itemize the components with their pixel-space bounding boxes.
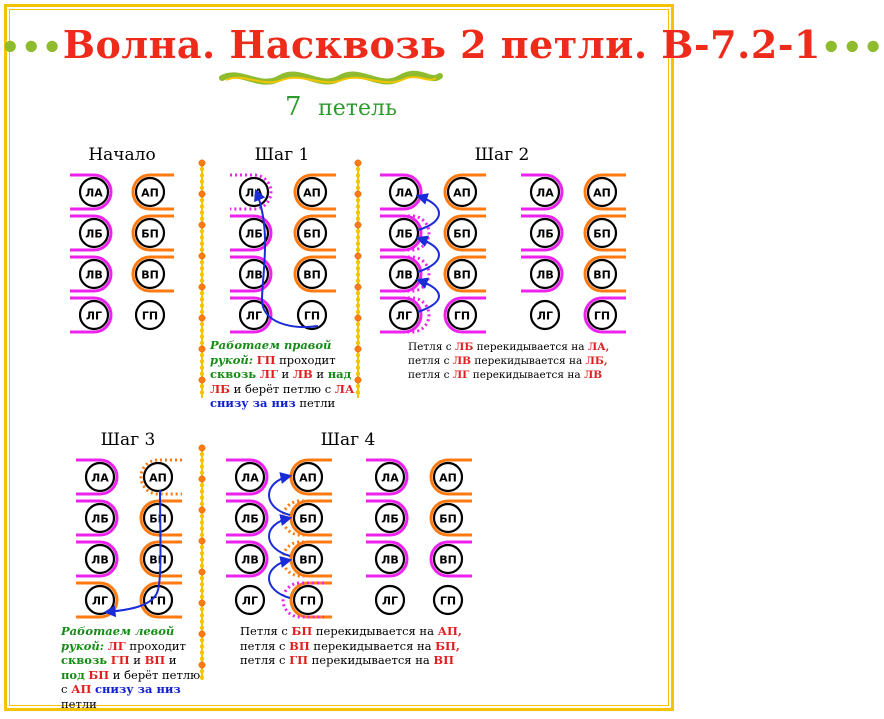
- peg-label: ЛВ: [395, 268, 413, 282]
- bead: [199, 569, 205, 575]
- peg-start-ap: [136, 178, 164, 206]
- bead: [355, 284, 361, 290]
- peg-step4b-la: [376, 463, 404, 491]
- step4-description: [240, 624, 490, 668]
- peg-label: БП: [439, 512, 457, 526]
- peg-step4b-lb: [376, 504, 404, 532]
- peg-start-lg: [80, 301, 108, 329]
- bead: [200, 229, 204, 233]
- bead: [200, 291, 204, 295]
- peg-label: ВП: [149, 553, 167, 567]
- bead: [355, 191, 361, 197]
- bead: [356, 173, 360, 177]
- peg-step4a-la: [236, 463, 264, 491]
- peg-label: АП: [141, 186, 159, 200]
- peg-label: ГП: [439, 594, 457, 608]
- bead: [199, 315, 205, 321]
- bead: [355, 222, 361, 228]
- bead: [355, 160, 361, 166]
- peg-step2a-vp: [448, 260, 476, 288]
- step2-line1: Петля с ЛБ перекидывается на ЛА,: [408, 341, 610, 353]
- peg-label: ВП: [303, 268, 321, 282]
- bead: [356, 179, 360, 183]
- bead: [199, 445, 205, 451]
- peg-label: БП: [149, 512, 167, 526]
- bead: [200, 297, 204, 301]
- peg-step2b-bp: [588, 219, 616, 247]
- bead: [355, 315, 361, 321]
- peg-start-gp: [136, 301, 164, 329]
- peg-step3-bp: [144, 504, 172, 532]
- bead: [200, 384, 204, 388]
- bead: [200, 198, 204, 202]
- step2-arrow-lg-lv: [418, 280, 439, 312]
- peg-label: АП: [453, 186, 471, 200]
- step2-line3: петля с ЛГ перекидывается на ЛВ: [408, 369, 603, 381]
- bead: [200, 328, 204, 332]
- peg-step2a-ap: [448, 178, 476, 206]
- peg-step2b-lg: [531, 301, 559, 329]
- peg-label: АП: [593, 186, 611, 200]
- peg-label: ГП: [453, 309, 471, 323]
- peg-label: ЛА: [395, 186, 413, 200]
- peg-step2a-gp: [448, 301, 476, 329]
- bead: [356, 291, 360, 295]
- bead: [200, 173, 204, 177]
- peg-label: ВП: [299, 553, 317, 567]
- peg-label: ЛА: [85, 186, 103, 200]
- bead: [199, 346, 205, 352]
- peg-step2a-bp: [448, 219, 476, 247]
- step4-arrow-gp-vp: [269, 560, 290, 598]
- bead: [200, 341, 204, 345]
- bead: [200, 502, 204, 506]
- peg-label: ГП: [141, 309, 159, 323]
- loop-count-word: петель: [318, 96, 397, 121]
- peg-label: ЛГ: [91, 594, 109, 608]
- bead: [200, 303, 204, 307]
- bead: [200, 322, 204, 326]
- bead: [356, 241, 360, 245]
- bead: [200, 390, 204, 394]
- peg-label: АП: [303, 186, 321, 200]
- bead: [200, 557, 204, 561]
- peg-label: ЛВ: [381, 553, 399, 567]
- title-dots-left: •••: [0, 28, 63, 66]
- peg-label: ВП: [141, 268, 159, 282]
- peg-step2a-lv: [390, 260, 418, 288]
- bead: [200, 167, 204, 171]
- peg-label: ЛГ: [536, 309, 554, 323]
- bead: [356, 260, 360, 264]
- bead: [200, 520, 204, 524]
- peg-label: ЛБ: [536, 227, 554, 241]
- loop-count-number: 7: [285, 92, 302, 122]
- peg-step4b-lg: [376, 586, 404, 614]
- peg-step3-la: [86, 463, 114, 491]
- peg-step1-la: [240, 178, 268, 206]
- bead: [356, 217, 360, 221]
- bead: [356, 204, 360, 208]
- step2-arrow-lv-lb: [418, 238, 439, 272]
- bead: [200, 607, 204, 611]
- peg-label: ЛБ: [395, 227, 413, 241]
- bead: [200, 483, 204, 487]
- step4-line2: петля с ВП перекидывается на БП,: [240, 638, 460, 653]
- bead: [356, 297, 360, 301]
- bead: [356, 248, 360, 252]
- peg-label: ЛВ: [245, 268, 263, 282]
- bead: [356, 210, 360, 214]
- peg-label: ЛГ: [381, 594, 399, 608]
- bead: [356, 229, 360, 233]
- peg-step2b-la: [531, 178, 559, 206]
- peg-step2a-lb: [390, 219, 418, 247]
- peg-label: ЛА: [536, 186, 554, 200]
- bead: [199, 253, 205, 259]
- peg-label: ГП: [593, 309, 611, 323]
- bead: [200, 588, 204, 592]
- peg-label: БП: [303, 227, 321, 241]
- peg-label: ЛБ: [85, 227, 103, 241]
- bead: [200, 353, 204, 357]
- peg-start-lb: [80, 219, 108, 247]
- peg-label: ВП: [439, 553, 457, 567]
- peg-step4b-vp: [434, 545, 462, 573]
- label-step4: Шаг 4: [320, 430, 376, 450]
- peg-step3-lb: [86, 504, 114, 532]
- peg-step1-ap: [298, 178, 326, 206]
- peg-label: БП: [141, 227, 159, 241]
- peg-label: ЛБ: [245, 227, 263, 241]
- peg-step2a-lg: [390, 301, 418, 329]
- peg-label: АП: [299, 471, 317, 485]
- peg-step2a-la: [390, 178, 418, 206]
- peg-label: ЛБ: [381, 512, 399, 526]
- bead: [356, 167, 360, 171]
- bead: [200, 372, 204, 376]
- peg-label: ЛГ: [241, 594, 259, 608]
- peg-step3-vp: [144, 545, 172, 573]
- peg-step1-lg: [240, 301, 268, 329]
- bead: [356, 235, 360, 239]
- bead: [199, 160, 205, 166]
- peg-label: БП: [299, 512, 317, 526]
- step2-arrow-lb-la: [418, 196, 439, 230]
- bead: [200, 186, 204, 190]
- peg-label: ЛА: [91, 471, 109, 485]
- peg-label: ЛВ: [241, 553, 259, 567]
- bead: [200, 613, 204, 617]
- peg-start-lv: [80, 260, 108, 288]
- peg-label: ЛВ: [536, 268, 554, 282]
- title-dots-right: •••: [821, 28, 884, 66]
- bead: [200, 235, 204, 239]
- step2-description: [408, 340, 658, 382]
- bead: [199, 191, 205, 197]
- bead: [200, 241, 204, 245]
- step1-description: Работаем правой рукой: ГП проходит сквозь ЛГ и ЛВ и над ЛБ и берёт петлю с ЛА снизу за низ петли: [210, 338, 355, 410]
- bead: [199, 222, 205, 228]
- bead: [356, 279, 360, 283]
- bead: [200, 551, 204, 555]
- peg-step2b-vp: [588, 260, 616, 288]
- peg-step4a-bp: [294, 504, 322, 532]
- bead: [200, 495, 204, 499]
- peg-step1-gp: [298, 301, 326, 329]
- peg-label: ЛГ: [85, 309, 103, 323]
- bead: [200, 310, 204, 314]
- bead: [200, 279, 204, 283]
- step4-line1: Петля с БП перекидывается на АП,: [240, 624, 462, 638]
- peg-step4a-gp: [294, 586, 322, 614]
- peg-label: АП: [149, 471, 167, 485]
- bead: [356, 186, 360, 190]
- peg-step4a-lg: [236, 586, 264, 614]
- peg-step4b-gp: [434, 586, 462, 614]
- peg-start-bp: [136, 219, 164, 247]
- bead: [356, 272, 360, 276]
- peg-label: БП: [453, 227, 471, 241]
- bead: [199, 284, 205, 290]
- bead: [200, 464, 204, 468]
- peg-label: ЛБ: [91, 512, 109, 526]
- peg-step3-ap: [144, 463, 172, 491]
- peg-label: ЛА: [381, 471, 399, 485]
- bead: [200, 365, 204, 369]
- peg-step4b-bp: [434, 504, 462, 532]
- peg-start-vp: [136, 260, 164, 288]
- peg-step4a-vp: [294, 545, 322, 573]
- peg-label: АП: [439, 471, 457, 485]
- peg-label: БП: [593, 227, 611, 241]
- step4-line3: петля с ГП перекидывается на ВП: [240, 653, 454, 667]
- bead: [200, 359, 204, 363]
- peg-step4a-ap: [294, 463, 322, 491]
- peg-label: ЛГ: [245, 309, 263, 323]
- bead: [200, 514, 204, 518]
- bead: [200, 204, 204, 208]
- bead: [200, 260, 204, 264]
- peg-step2b-lb: [531, 219, 559, 247]
- bead: [200, 576, 204, 580]
- label-step1: Шаг 1: [254, 145, 310, 165]
- peg-step1-bp: [298, 219, 326, 247]
- bead: [200, 545, 204, 549]
- peg-step4a-lb: [236, 504, 264, 532]
- bead: [200, 217, 204, 221]
- peg-label: ЛВ: [91, 553, 109, 567]
- peg-label: ЛВ: [85, 268, 103, 282]
- bead: [200, 272, 204, 276]
- step3-description: Работаем левой рукой: ЛГ проходит сквозь ГП и ВП и под БП и берёт петлю с АП снизу за низ петли: [61, 624, 201, 711]
- peg-label: ВП: [453, 268, 471, 282]
- bead: [199, 476, 205, 482]
- bead: [200, 458, 204, 462]
- peg-label: ГП: [303, 309, 321, 323]
- peg-step3-lg: [86, 586, 114, 614]
- step2-line2: петля с ЛВ перекидывается на ЛБ,: [408, 355, 608, 367]
- peg-label: ЛА: [245, 186, 263, 200]
- peg-step1-vp: [298, 260, 326, 288]
- bead: [356, 322, 360, 326]
- bead: [199, 377, 205, 383]
- bead: [199, 538, 205, 544]
- bead: [356, 198, 360, 202]
- bead: [200, 595, 204, 599]
- peg-label: ЛГ: [395, 309, 413, 323]
- bead: [200, 248, 204, 252]
- title-text: Волна. Насквозь 2 петли. В-7.2-1: [62, 22, 821, 67]
- peg-label: ЛБ: [241, 512, 259, 526]
- peg-start-la: [80, 178, 108, 206]
- bead: [355, 253, 361, 259]
- peg-step4a-lv: [236, 545, 264, 573]
- bead: [200, 471, 204, 475]
- bead: [356, 303, 360, 307]
- peg-step4b-ap: [434, 463, 462, 491]
- bead: [200, 564, 204, 568]
- peg-step2b-ap: [588, 178, 616, 206]
- label-start: Начало: [88, 145, 156, 165]
- bead: [200, 334, 204, 338]
- label-step3: Шаг 3: [100, 430, 156, 450]
- bead: [356, 266, 360, 270]
- peg-step2b-gp: [588, 301, 616, 329]
- bead: [199, 507, 205, 513]
- peg-step3-lv: [86, 545, 114, 573]
- peg-label: ГП: [149, 594, 167, 608]
- bead: [200, 582, 204, 586]
- bead: [200, 489, 204, 493]
- bead: [356, 310, 360, 314]
- peg-label: ЛА: [241, 471, 259, 485]
- bead: [200, 533, 204, 537]
- peg-step4b-lv: [376, 545, 404, 573]
- bead: [200, 266, 204, 270]
- bead: [200, 526, 204, 530]
- bead: [199, 600, 205, 606]
- title-wave-ornament: [222, 74, 440, 83]
- peg-label: ВП: [593, 268, 611, 282]
- peg-step2b-lv: [531, 260, 559, 288]
- bead: [200, 210, 204, 214]
- divider-1: [199, 160, 205, 398]
- label-step2: Шаг 2: [474, 145, 530, 165]
- bead: [200, 452, 204, 456]
- bead: [356, 328, 360, 332]
- peg-label: ГП: [299, 594, 317, 608]
- bead: [200, 179, 204, 183]
